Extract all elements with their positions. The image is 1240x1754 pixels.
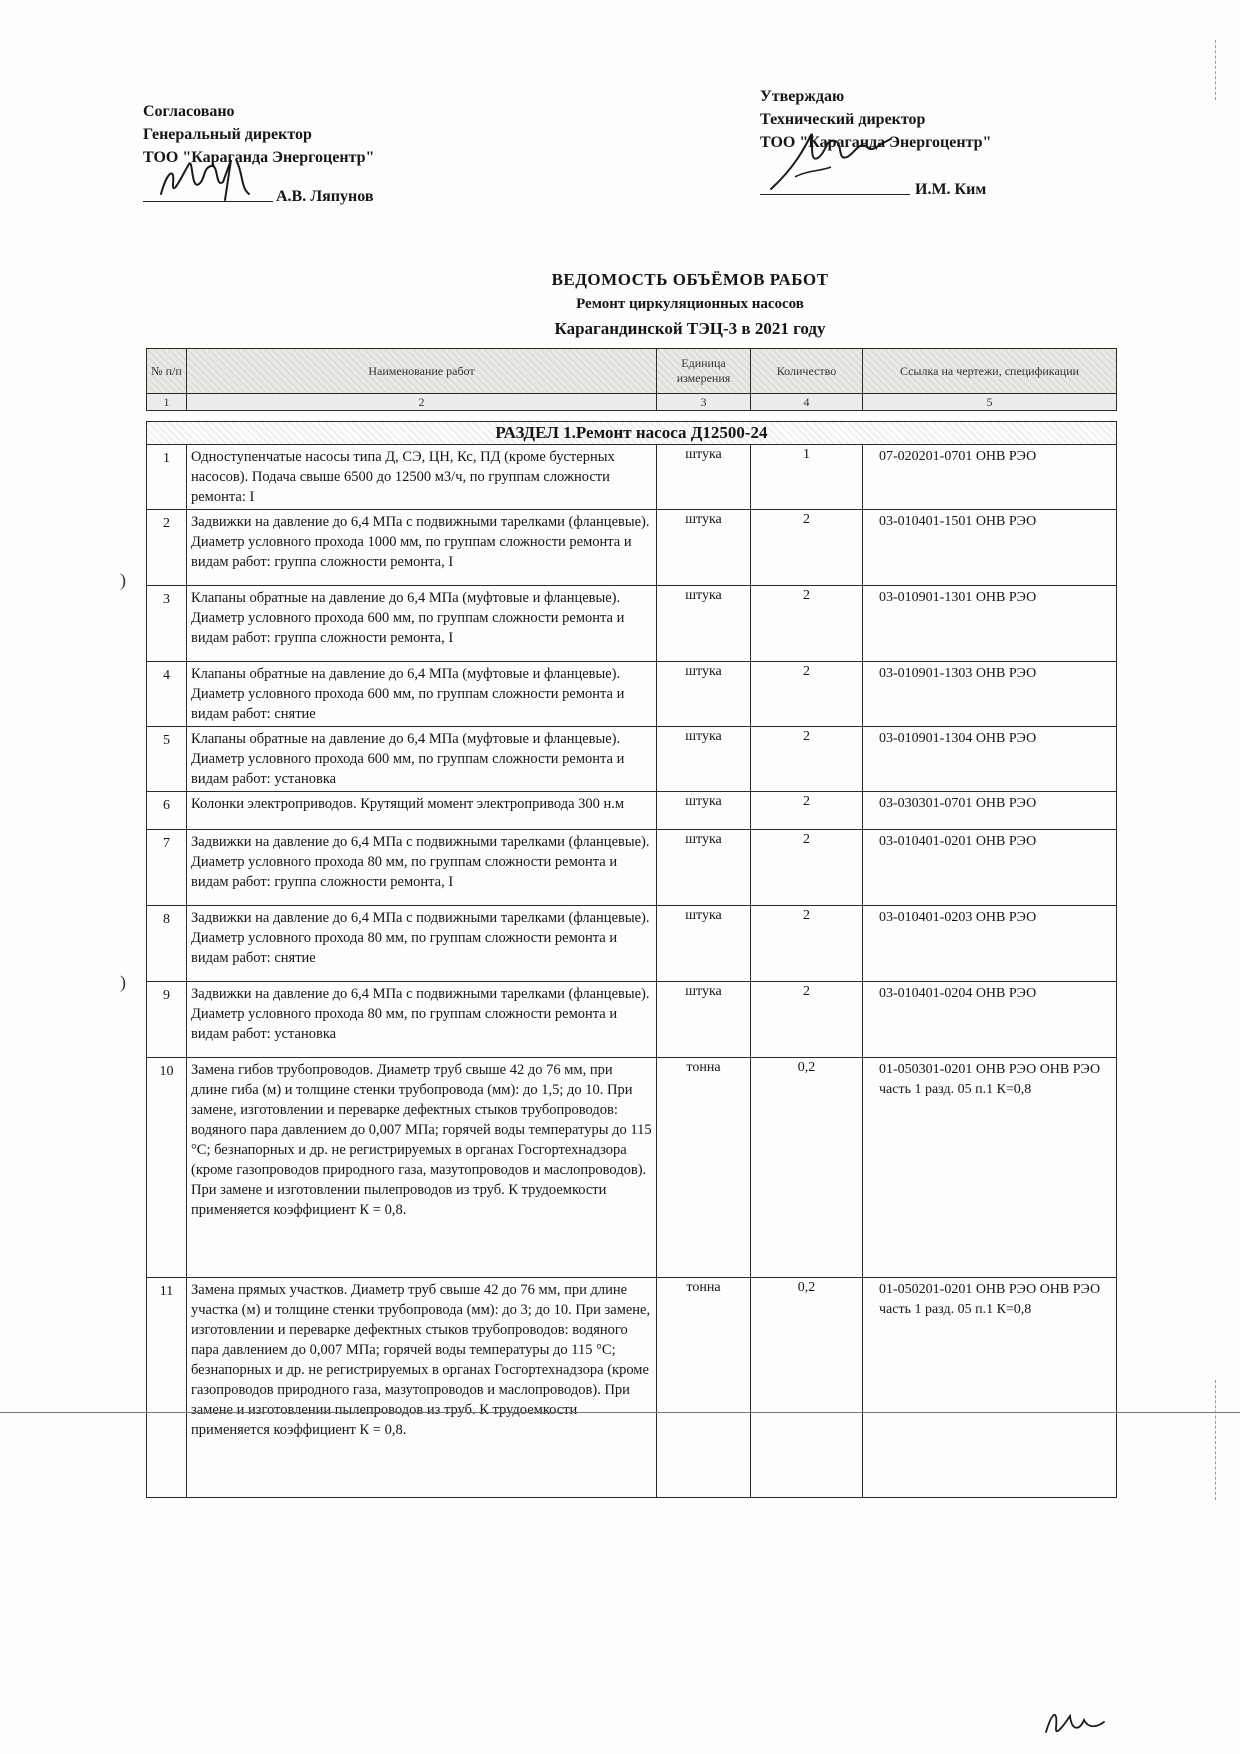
table-row [147,1278,1117,1498]
column-number: 1 [147,394,187,411]
handwritten-initials [1040,1702,1110,1742]
table-row [147,727,1117,792]
row-number: 6 [147,792,187,830]
table-row [147,510,1117,586]
document-subtitle-plant: Карагандинской ТЭЦ-3 в 2021 году [554,319,826,338]
row-unit: штука [657,906,751,982]
document-subtitle: Ремонт циркуляционных насосов [576,296,804,312]
row-number: 1 [147,445,187,510]
row-number: 4 [147,662,187,727]
table-row [147,982,1117,1058]
approval-right-signature-row [760,157,1180,201]
row-unit: штука [657,510,751,586]
row-unit: тонна [657,1278,751,1498]
approval-right-label: Утверждаю [760,88,845,105]
approval-left-company: ТОО "Карагандa Энергоцентр" [143,149,375,166]
header-work-name: Наименование работ [187,349,657,394]
section-title: РАЗДЕЛ 1.Ремонт насоса Д12500-24 [147,422,1117,445]
column-number: 5 [863,394,1117,411]
header-unit: Единица измерения [657,349,751,394]
table-row [147,1058,1117,1278]
approval-block-left [143,100,563,208]
header-number: № п/п [147,349,187,394]
scan-edge-mark [1215,40,1234,100]
row-work-name: Клапаны обратные на давление до 6,4 МПа (муфтовые и фланцевые). Диаметр условного прохода 600 мм, по группам сложности ремонта и видам работ: группа сложности ремонта, I [187,586,657,662]
table-spacer [147,411,1117,422]
row-work-name: Задвижки на давление до 6,4 МПа с подвижными тарелками (фланцевые). Диаметр условного прохода 80 мм, по группам сложности ремонта и видам работ: установка [187,982,657,1058]
row-work-name: Клапаны обратные на давление до 6,4 МПа (муфтовые и фланцевые). Диаметр условного прохода 600 мм, по группам сложности ремонта и видам работ: снятие [187,662,657,727]
row-reference: 03-010401-1501 ОНВ РЭО [863,510,1117,586]
row-quantity: 1 [751,445,863,510]
row-work-name: Колонки электроприводов. Крутящий момент электропривода 300 н.м [187,792,657,830]
approval-right-company: ТОО "Караганда Энергоцентр" [760,134,992,151]
document-title-block [400,268,980,342]
row-reference: 03-010401-0203 ОНВ РЭО [863,906,1117,982]
row-work-name: Задвижки на давление до 6,4 МПа с подвижными тарелками (фланцевые). Диаметр условного прохода 80 мм, по группам сложности ремонта и видам работ: снятие [187,906,657,982]
row-work-name: Клапаны обратные на давление до 6,4 МПа (муфтовые и фланцевые). Диаметр условного прохода 600 мм, по группам сложности ремонта и видам работ: установка [187,727,657,792]
handwritten-signature-right [765,127,905,197]
row-quantity: 2 [751,586,863,662]
scan-fold-line [0,1412,1240,1413]
row-unit: штука [657,830,751,906]
row-reference: 07-020201-0701 ОНВ РЭО [863,445,1117,510]
row-quantity: 2 [751,906,863,982]
row-unit: штука [657,982,751,1058]
header-quantity: Количество [751,349,863,394]
row-quantity: 2 [751,662,863,727]
approval-left-label: Согласовано [143,103,235,120]
row-number: 10 [147,1058,187,1278]
row-number: 8 [147,906,187,982]
row-reference: 03-010901-1301 ОНВ РЭО [863,586,1117,662]
scan-edge-mark [1215,1380,1234,1500]
row-number: 3 [147,586,187,662]
row-quantity: 2 [751,727,863,792]
column-number: 4 [751,394,863,411]
row-work-name: Одноступенчатые насосы типа Д, СЭ, ЦН, Кс, ПД (кроме бустерных насосов). Подача свыше 6500 до 12500 м3/ч, по группам сложности ремонта: I [187,445,657,510]
row-quantity: 0,2 [751,1058,863,1278]
row-number: 5 [147,727,187,792]
row-reference: 03-010901-1304 ОНВ РЭО [863,727,1117,792]
document-title: ВЕДОМОСТЬ ОБЪЁМОВ РАБОТ [551,270,829,289]
approval-left-position: Генеральный директор [143,126,312,143]
table-row [147,662,1117,727]
row-work-name: Задвижки на давление до 6,4 МПа с подвижными тарелками (фланцевые). Диаметр условного прохода 80 мм, по группам сложности ремонта и видам работ: группа сложности ремонта, I [187,830,657,906]
section-row [147,422,1117,445]
row-work-name: Замена гибов трубопроводов. Диаметр труб свыше 42 до 76 мм, при длине гиба (м) и толщине стенки трубопровода (мм): до 1,5; до 10. При замене, изготовлении и переварке дефектных стыков трубопроводов: водяного пара давлением до 0,007 МПа; горячей воды температуры до 115 °С; безнапорных и др. не регистрируемых в органах Госгортехнадзора (кроме газопроводов природного газа, мазутопроводов и маслопроводов). При замене и изготовлении пылепроводов из труб. К трудоемкости применяется коэффициент К = 0,8. [187,1058,657,1278]
row-reference: 03-010901-1303 ОНВ РЭО [863,662,1117,727]
row-work-name: Задвижки на давление до 6,4 МПа с подвижными тарелками (фланцевые). Диаметр условного прохода 1000 мм, по группам сложности ремонта и видам работ: группа сложности ремонта, I [187,510,657,586]
table-row [147,830,1117,906]
row-number: 11 [147,1278,187,1498]
row-quantity: 2 [751,510,863,586]
row-quantity: 2 [751,792,863,830]
row-quantity: 2 [751,830,863,906]
row-unit: штука [657,727,751,792]
row-quantity: 2 [751,982,863,1058]
row-reference: 01-050301-0201 ОНВ РЭО ОНВ РЭО часть 1 разд. 05 п.1 К=0,8 [863,1058,1117,1278]
approval-right-name: И.М. Ким [915,181,987,198]
row-unit: штука [657,586,751,662]
row-work-name: Замена прямых участков. Диаметр труб свыше 42 до 76 мм, при длине участка (м) и толщине стенки трубопровода (мм): до 3; до 10. При замене, изготовлении и переварке дефектных стыков трубопроводов: водяного пара давлением до 0,007 МПа; горячей воды температуры до 115 °С; безнапорных и др. не регистрируемых в органах Госгортехнадзора (кроме газопроводов природного газа, мазутопроводов и маслопроводов). При замене и изготовлении пылепроводов из труб. К трудоемкости применяется коэффициент К = 0,8. [187,1278,657,1498]
row-quantity: 0,2 [751,1278,863,1498]
row-reference: 01-050201-0201 ОНВ РЭО ОНВ РЭО часть 1 разд. 05 п.1 К=0,8 [863,1278,1117,1498]
margin-bracket-mark: ) [120,570,126,590]
table-row [147,445,1117,510]
header-reference: Ссылка на чертежи, спецификации [863,349,1117,394]
margin-bracket-mark: ) [120,972,126,992]
table-row [147,906,1117,982]
column-number: 3 [657,394,751,411]
row-number: 7 [147,830,187,906]
approval-left-signature-row [143,172,563,208]
table-row [147,792,1117,830]
approval-block-right [760,85,1180,201]
column-number: 2 [187,394,657,411]
row-number: 2 [147,510,187,586]
row-reference: 03-010401-0204 ОНВ РЭО [863,982,1117,1058]
approval-right-position: Технический директор [760,111,926,128]
approval-left-name: А.В. Ляпунов [276,188,374,205]
row-unit: штука [657,445,751,510]
work-volume-table [146,348,1117,1498]
table-header-row [147,349,1117,394]
row-reference: 03-010401-0201 ОНВ РЭО [863,830,1117,906]
row-reference: 03-030301-0701 ОНВ РЭО [863,792,1117,830]
row-number: 9 [147,982,187,1058]
table-column-number-row [147,394,1117,411]
handwritten-signature-left [153,154,263,206]
table-row [147,586,1117,662]
row-unit: тонна [657,1058,751,1278]
row-unit: штука [657,792,751,830]
row-unit: штука [657,662,751,727]
